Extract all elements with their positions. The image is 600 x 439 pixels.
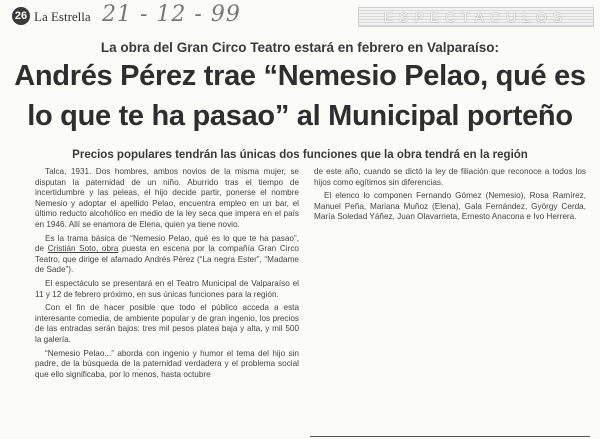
handwritten-date: 21 - 12 - 99 xyxy=(102,2,241,27)
paragraph xyxy=(35,234,299,276)
column-divider-rule xyxy=(310,436,590,437)
page-header xyxy=(2,2,598,28)
underlined-text: Cristián Soto, obra xyxy=(47,244,119,254)
article-kicker: La obra del Gran Circo Teatro estará en febrero en Valparaíso: xyxy=(100,40,500,55)
newspaper-name: La Estrella xyxy=(34,9,91,24)
paragraph-text: Es la trama básica de “Nemesio Pelao, qué es lo que te ha pasao”, de xyxy=(35,233,299,254)
paragraph: Con el fin de hacer posible que todo el público acceda a esta interesante comedia, de ambiente popular y de gran ingenio, los precios de las entradas serán bajos: tres mil pesos platea baja y alta, y mil 500 la galería. xyxy=(35,303,299,344)
paragraph: El elenco lo componen Fernando Gómez (Nemesio), Rosa Ramírez, Manuel Peña, Mariana Muñoz (Elena), Gala Fernández, György Cerda, María Soledad Yáñez, Juan Olavarrieta, Ernesto Anacona e Ivo Herrera. xyxy=(314,191,586,222)
right-column xyxy=(314,167,586,226)
paragraph-text: puesta en escena por la compañía Gran Circo Teatro, que dirige el afamado Andrés Pérez (“La negra Ester”, “Madame de Sade”). xyxy=(35,244,299,275)
article-deck: Precios populares tendrán las únicas dos funciones que la obra tendrá en la región xyxy=(72,149,528,161)
section-title: ESPECTACULOS xyxy=(358,7,594,27)
paragraph: “Nemesio Pelao...” aborda con ingenio y humor el tema del hijo sin padre, de la búsqueda de la paternidad verdadera y el problema social que ello significaba, por lo menos, hasta octubre xyxy=(35,348,299,379)
left-column xyxy=(35,167,299,439)
page-number-badge: 26 xyxy=(12,7,30,25)
article-headline: Andrés Pérez trae “Nemesio Pelao, qué es lo que te ha pasao” al Municipal porteño xyxy=(14,60,586,132)
paragraph: de este año, cuando se dictó la ley de filiación que reconoce a todos los hijos como egítimos sin diferencias. xyxy=(314,167,586,187)
paragraph: Talca, 1931. Dos hombres, ambos novios de la misma mujer, se disputan la paternidad de un niño. Aburrido tras el tiempo de incertidumbre y las peleas, el hijo decide partir, ponerse el nombre Nemesio y adoptar el apellido Pelao, encuentra empleo en un bar, el último reducto alcohólico en medio de la ley seca que impera en el país en 1946. Allí se enamora de Elena, quien ya tiene novio. xyxy=(35,167,299,229)
paragraph: El espectáculo se presentará en el Teatro Municipal de Valparaíso el 11 y 12 de febrero próximo, en sus únicas funciones para la región. xyxy=(35,278,299,299)
